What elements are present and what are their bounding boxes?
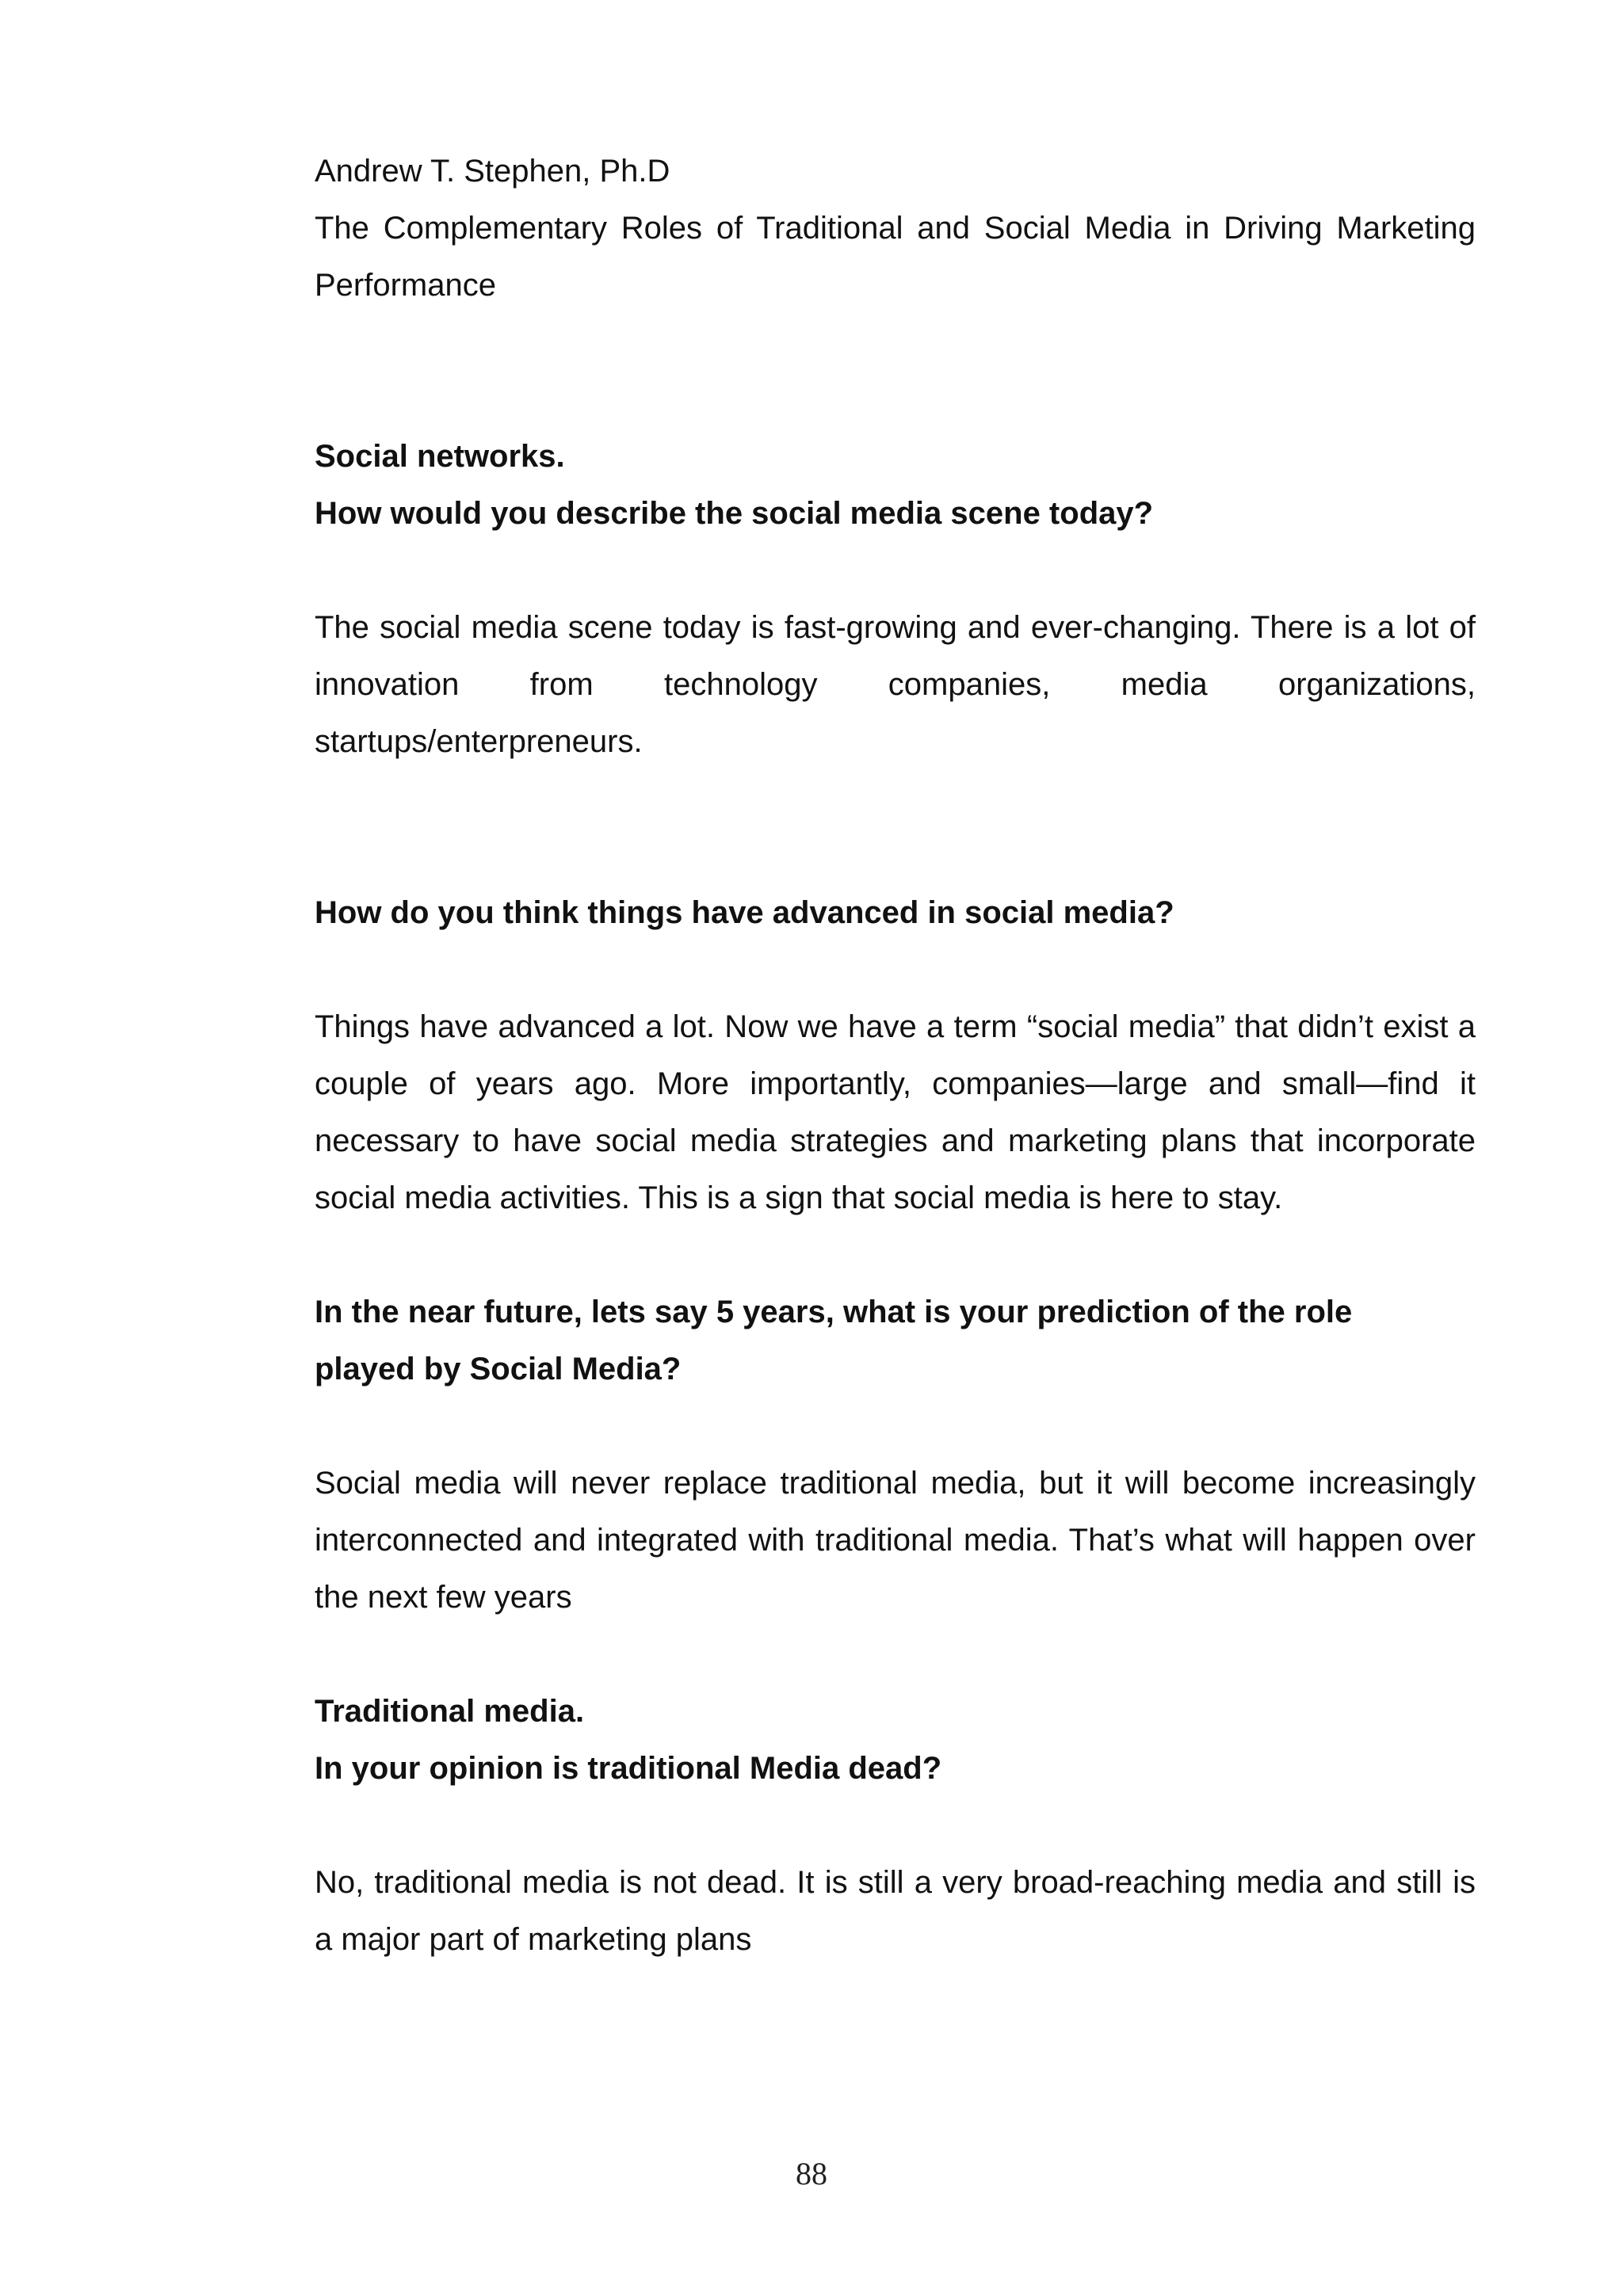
- answer-2: Things have advanced a lot. Now we have a term “social media” that didn’t exist a couple of years ago. More importantly, companies—large and small—find it necessary to have social media strategies and marketing plans that incorporate social media activities. This is a sign that social media is here to stay.: [315, 1009, 1476, 1215]
- spacer: [315, 314, 1476, 428]
- question-2: How do you think things have advanced in social media?: [315, 895, 1174, 930]
- section-heading-traditional-media: Traditional media.: [315, 1694, 585, 1729]
- answer-3: Social media will never replace traditional media, but it will become increasingly interconnected and integrated with traditional media. That’s what will happen over the next few years: [315, 1466, 1476, 1615]
- question-4: In your opinion is traditional Media dead?: [315, 1751, 942, 1786]
- spacer: [315, 1398, 1476, 1455]
- spacer: [315, 1797, 1476, 1854]
- spacer: [315, 1626, 1476, 1683]
- spacer: [315, 542, 1476, 599]
- question-3: In the near future, lets say 5 years, what is your prediction of the role played by Social Media?: [315, 1295, 1353, 1386]
- spacer: [315, 941, 1476, 998]
- spacer: [315, 1226, 1476, 1283]
- document-title: The Complementary Roles of Traditional and Social Media in Driving Marketing Performance: [315, 211, 1476, 303]
- answer-1: The social media scene today is fast-growing and ever-changing. There is a lot of innovation from technology companies, media organizations, startups/enterpreneurs.: [315, 610, 1476, 759]
- spacer: [315, 770, 1476, 884]
- author-name: Andrew T. Stephen, Ph.D: [315, 154, 670, 189]
- page-number: 88: [796, 2156, 827, 2191]
- section-heading-social-networks: Social networks.: [315, 439, 565, 474]
- document-page: [315, 143, 1476, 1968]
- answer-4: No, traditional media is not dead. It is still a very broad-reaching media and still is a major part of marketing plans: [315, 1865, 1476, 1957]
- question-1: How would you describe the social media scene today?: [315, 496, 1154, 531]
